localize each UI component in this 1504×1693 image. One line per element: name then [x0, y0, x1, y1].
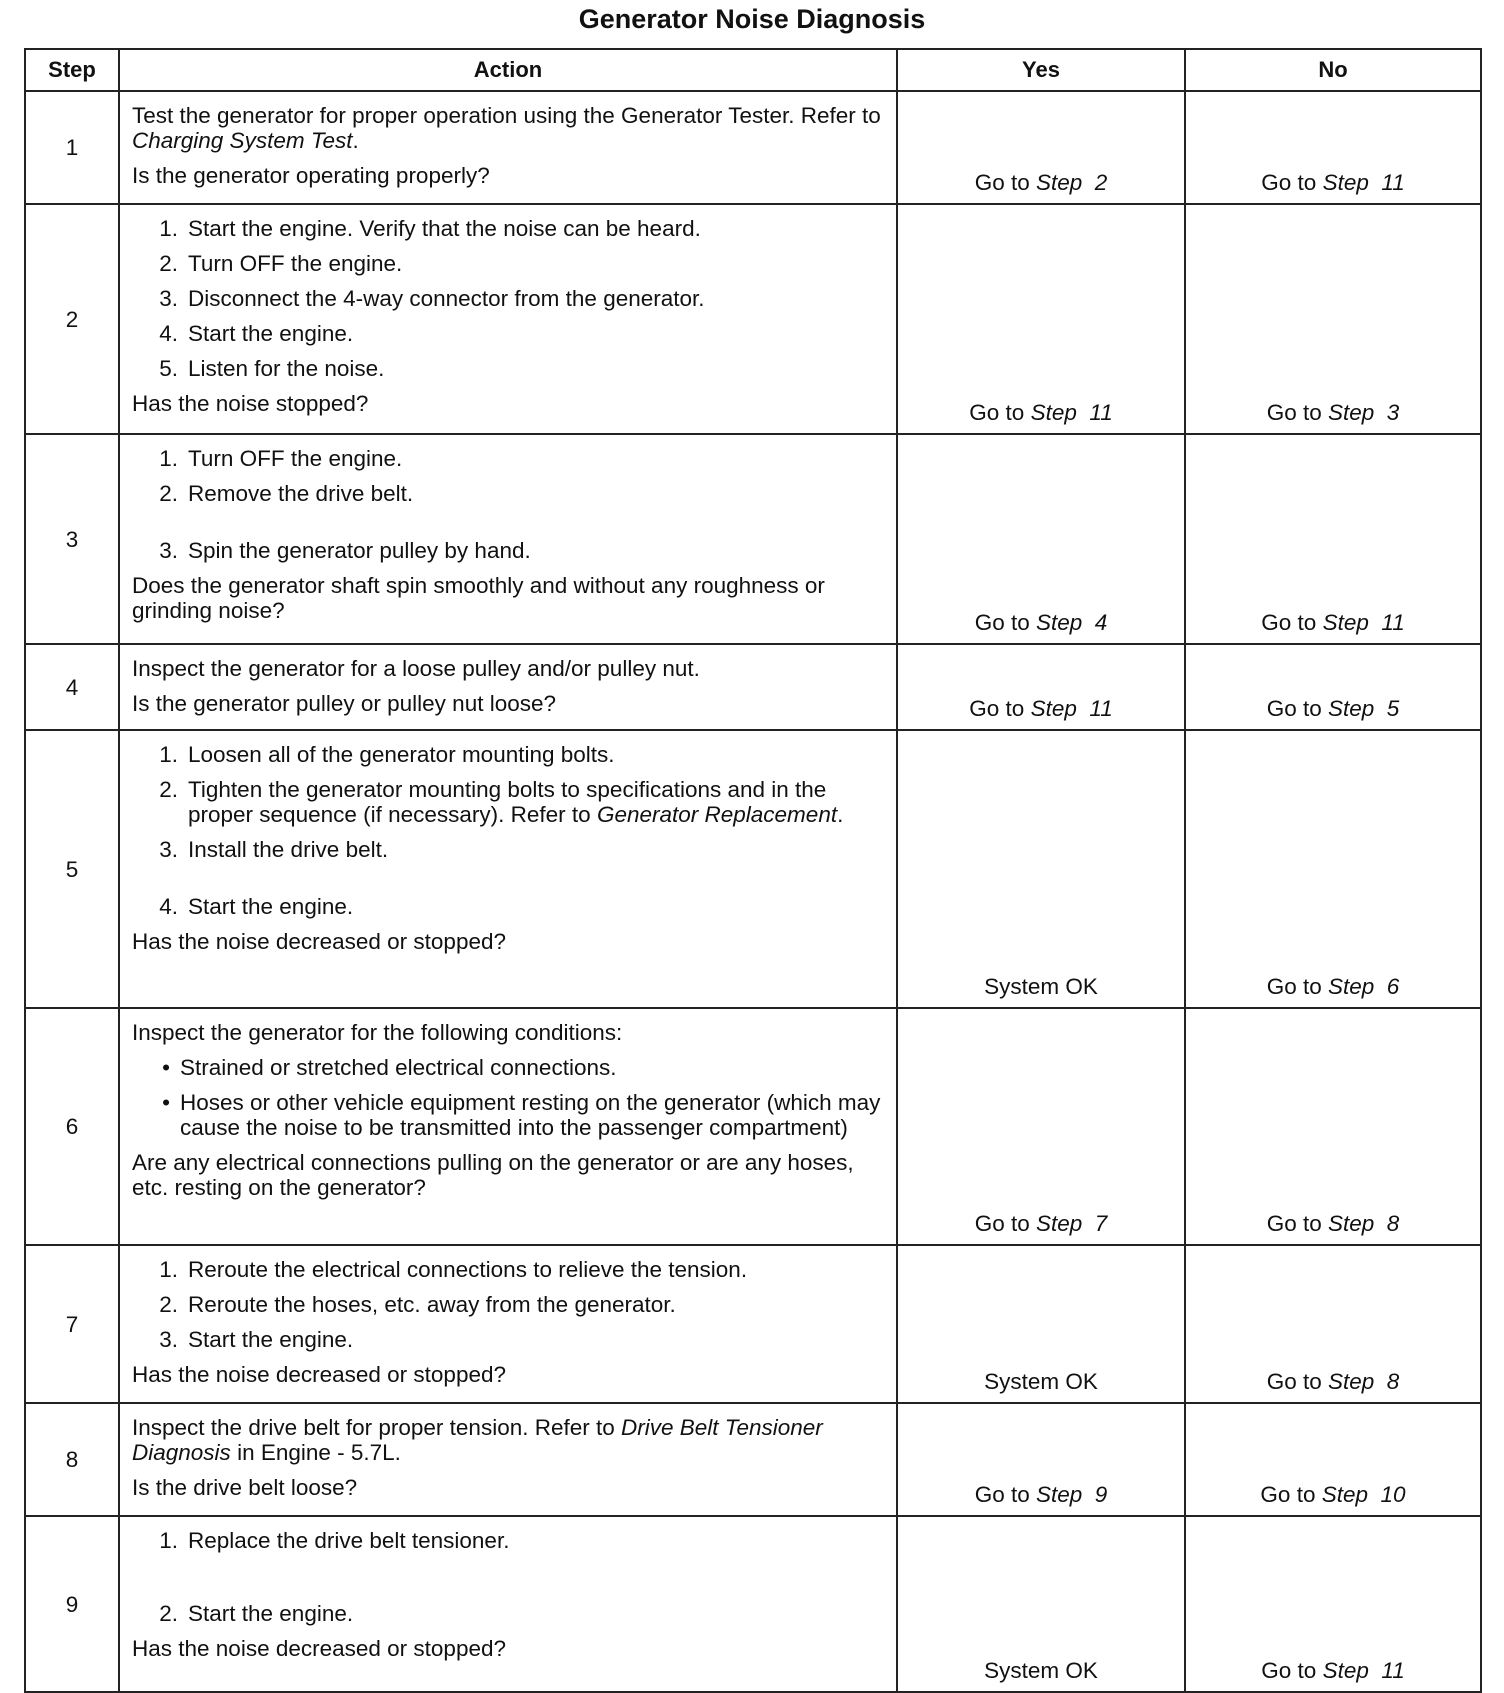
table-row-step-5: [25, 730, 1481, 1008]
action-cell: [119, 1008, 897, 1245]
yes-cell: Go to Step 2: [897, 91, 1185, 204]
yes-cell: Go to Step 4: [897, 434, 1185, 644]
no-cell: Go to Step 11: [1185, 1516, 1481, 1692]
action-cell: [119, 1245, 897, 1403]
action-intro: Inspect the generator for the following conditions:: [132, 1020, 623, 1045]
yes-cell: Go to Step 11: [897, 204, 1185, 434]
action-question: Has the noise decreased or stopped?: [132, 1362, 506, 1387]
list-item: 5. Listen for the noise.: [159, 356, 385, 381]
list-item: 3. Disconnect the 4-way connector from the generator.: [159, 286, 705, 311]
header-no: No: [1185, 49, 1481, 91]
step-number: 2: [25, 204, 119, 434]
list-item: 2. Turn OFF the engine.: [159, 251, 403, 276]
reference-link: Charging System Test: [132, 128, 353, 153]
list-item: 4. Start the engine.: [159, 321, 354, 346]
action-intro: Test the generator for proper operation using the Generator Tester. Refer to Charging System Test.: [132, 103, 881, 153]
action-intro: Inspect the drive belt for proper tension. Refer to Drive Belt Tensioner Diagnosis in Engine - 5.7L.: [132, 1415, 823, 1465]
yes-cell: Go to Step 11: [897, 644, 1185, 730]
yes-cell: System OK: [897, 730, 1185, 1008]
step-number: 8: [25, 1403, 119, 1516]
table-row-step-7: [25, 1245, 1481, 1403]
reference-link: Generator Replacement: [596, 802, 838, 827]
step-number: 3: [25, 434, 119, 644]
action-question: Are any electrical connections pulling on the generator or are any hoses, etc. resting on the generator?: [132, 1150, 854, 1200]
list-item: 2. Tighten the generator mounting bolts to specifications and in the proper sequence (if necessary). Refer to Generator Replacement.: [159, 777, 844, 827]
list-item: 1. Turn OFF the engine.: [159, 446, 403, 471]
action-question: Is the drive belt loose?: [132, 1475, 358, 1500]
action-cell: [119, 644, 897, 730]
header-yes: Yes: [897, 49, 1185, 91]
yes-cell: System OK: [897, 1516, 1185, 1692]
table-row-step-4: [25, 644, 1481, 730]
list-item: 3. Install the drive belt.: [159, 837, 389, 862]
yes-cell: Go to Step 9: [897, 1403, 1185, 1516]
header-action: Action: [119, 49, 897, 91]
action-cell: [119, 91, 897, 204]
list-item: 1. Reroute the electrical connections to relieve the tension.: [159, 1257, 748, 1282]
action-question: Is the generator pulley or pulley nut loose?: [132, 691, 557, 716]
action-cell: [119, 434, 897, 644]
reference-link: Drive Belt Tensioner Diagnosis: [132, 1415, 823, 1465]
step-number: 7: [25, 1245, 119, 1403]
step-number: 4: [25, 644, 119, 730]
list-item: 2. Reroute the hoses, etc. away from the generator.: [159, 1292, 676, 1317]
no-cell: Go to Step 5: [1185, 644, 1481, 730]
list-item: 3. Start the engine.: [159, 1327, 354, 1352]
action-cell: [119, 1403, 897, 1516]
table-row-step-8: [25, 1403, 1481, 1516]
action-cell: [119, 204, 897, 434]
step-number: 6: [25, 1008, 119, 1245]
yes-cell: Go to Step 7: [897, 1008, 1185, 1245]
no-cell: Go to Step 8: [1185, 1008, 1481, 1245]
step-number: 1: [25, 91, 119, 204]
action-question: Is the generator operating properly?: [132, 163, 490, 188]
no-cell: Go to Step 6: [1185, 730, 1481, 1008]
header-step: Step: [25, 49, 119, 91]
action-cell: [119, 1516, 897, 1692]
table-row-step-6: [25, 1008, 1481, 1245]
page-title: Generator Noise Diagnosis: [578, 4, 926, 34]
no-cell: Go to Step 3: [1185, 204, 1481, 434]
table-row-step-9: [25, 1516, 1481, 1692]
table-row-step-3: [25, 434, 1481, 644]
action-cell: [119, 730, 897, 1008]
list-item: 1. Replace the drive belt tensioner.: [159, 1528, 510, 1553]
list-item: 1. Start the engine. Verify that the noise can be heard.: [159, 216, 701, 241]
yes-cell: System OK: [897, 1245, 1185, 1403]
diagnosis-table: [24, 48, 1482, 1693]
table-row-step-2: [25, 204, 1481, 434]
list-item: • Hoses or other vehicle equipment resting on the generator (which may cause the noise to be transmitted into the passenger compartment): [162, 1090, 881, 1140]
action-intro: Inspect the generator for a loose pulley and/or pulley nut.: [132, 656, 700, 681]
list-item: 2. Start the engine.: [159, 1601, 354, 1626]
action-question: Has the noise decreased or stopped?: [132, 1636, 506, 1661]
no-cell: Go to Step 10: [1185, 1403, 1481, 1516]
header-row: [25, 49, 1481, 91]
action-question: Has the noise stopped?: [132, 391, 369, 416]
table-row-step-1: [25, 91, 1481, 204]
list-item: • Strained or stretched electrical connections.: [162, 1055, 617, 1080]
no-cell: Go to Step 8: [1185, 1245, 1481, 1403]
list-item: 2. Remove the drive belt.: [159, 481, 414, 506]
no-cell: Go to Step 11: [1185, 434, 1481, 644]
step-number: 9: [25, 1516, 119, 1692]
action-question: Has the noise decreased or stopped?: [132, 929, 506, 954]
no-cell: Go to Step 11: [1185, 91, 1481, 204]
step-number: 5: [25, 730, 119, 1008]
action-question: Does the generator shaft spin smoothly and without any roughness or grinding noise?: [132, 573, 825, 623]
list-item: 4. Start the engine.: [159, 894, 354, 919]
list-item: 1. Loosen all of the generator mounting bolts.: [159, 742, 615, 767]
list-item: 3. Spin the generator pulley by hand.: [159, 538, 531, 563]
